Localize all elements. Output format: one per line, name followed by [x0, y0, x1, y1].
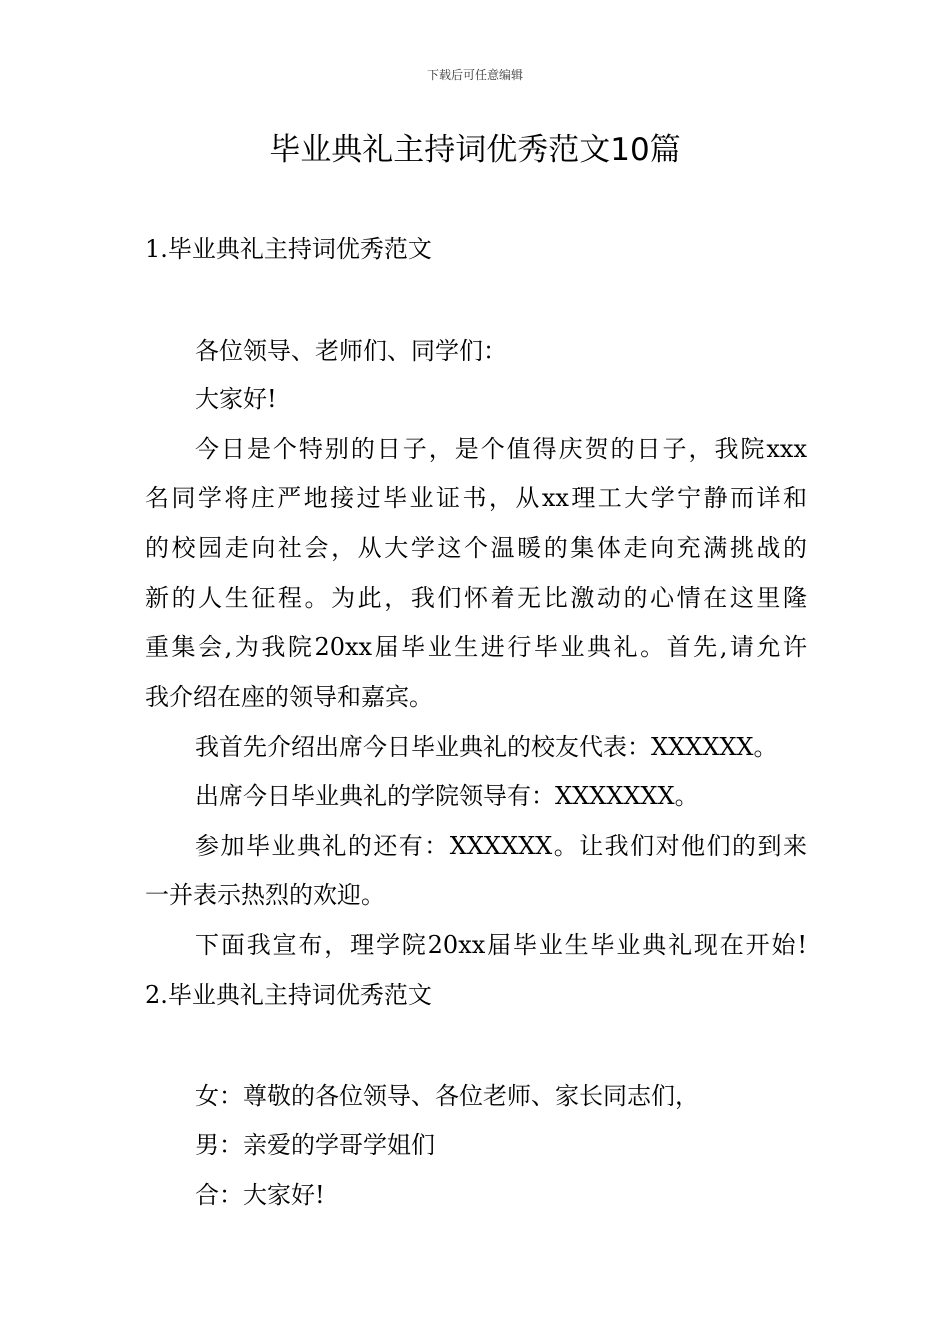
paragraph-line: 今日是个特别的日子，是个值得庆贺的日子，我院xxx [195, 435, 807, 463]
paragraph-line: 我介绍在座的领导和嘉宾。 [145, 683, 433, 711]
section-heading-1: 1.毕业典礼主持词优秀范文 [145, 235, 432, 263]
paragraph-line: 参加毕业典礼的还有：XXXXXX。让我们对他们的到来 [195, 832, 807, 860]
greeting: 大家好! [195, 385, 277, 413]
paragraph-line: 我首先介绍出席今日毕业典礼的校友代表：XXXXXX。 [195, 733, 778, 761]
header-note: 下载后可任意编辑 [426, 68, 523, 82]
paragraph-line: 新的人生征程。为此，我们怀着无比激动的心情在这里隆 [145, 584, 807, 612]
paragraph-line: 一并表示热烈的欢迎。 [145, 881, 385, 909]
paragraph-line: 出席今日毕业典礼的学院领导有：XXXXXXX。 [195, 782, 699, 810]
dialogue-line: 女：尊敬的各位领导、各位老师、家长同志们， [195, 1082, 699, 1110]
paragraph-line: 的校园走向社会，从大学这个温暖的集体走向充满挑战的 [145, 534, 807, 562]
document-title: 毕业典礼主持词优秀范文10篇 [269, 132, 681, 168]
paragraph-line: 重集会,为我院20xx届毕业生进行毕业典礼。首先,请允许 [145, 633, 807, 661]
paragraph-line: 下面我宣布，理学院20xx届毕业生毕业典礼现在开始! [195, 931, 807, 959]
section-heading-2: 2.毕业典礼主持词优秀范文 [145, 981, 432, 1009]
dialogue-line: 男：亲爱的学哥学姐们 [195, 1131, 435, 1159]
paragraph-line: 名同学将庄严地接过毕业证书，从xx理工大学宁静而详和 [145, 484, 807, 512]
dialogue-line: 合：大家好! [195, 1181, 325, 1209]
salutation: 各位领导、老师们、同学们： [195, 337, 507, 365]
